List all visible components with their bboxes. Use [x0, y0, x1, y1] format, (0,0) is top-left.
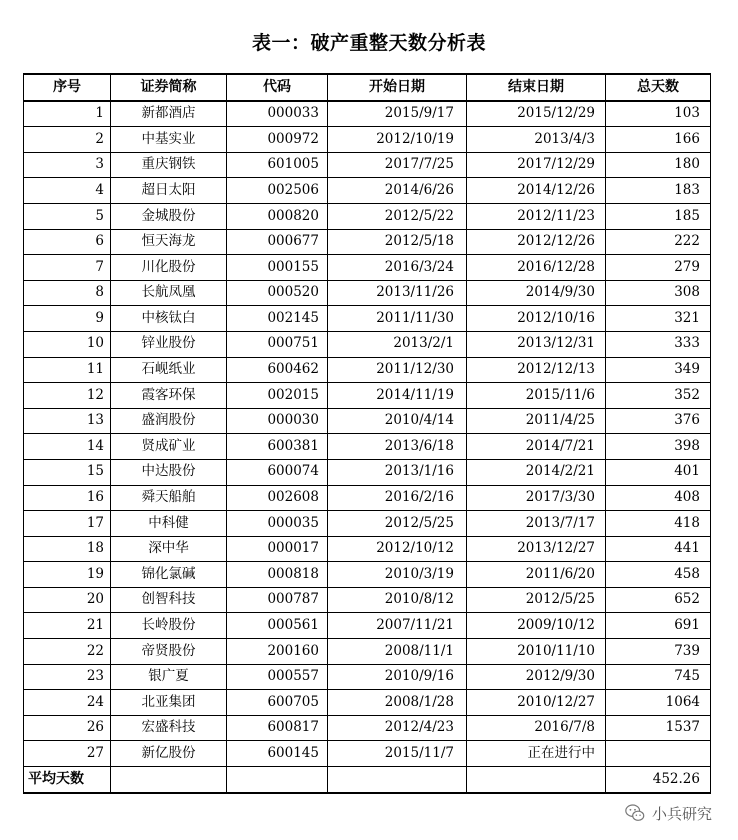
cell-security-name: 石岘纸业	[111, 357, 227, 383]
cell-end-date: 2012/5/25	[467, 587, 606, 613]
cell-index: 16	[24, 485, 111, 511]
cell-end-date: 2013/7/17	[467, 511, 606, 537]
cell-end-date: 2011/6/20	[467, 562, 606, 588]
average-label: 平均天数	[24, 767, 111, 793]
cell-code: 600462	[227, 357, 328, 383]
cell-end-date: 2012/12/13	[467, 357, 606, 383]
cell-security-name: 锦化氯碱	[111, 562, 227, 588]
cell-total-days: 279	[606, 255, 711, 281]
cell-end-date: 2012/12/26	[467, 229, 606, 255]
cell-code: 000035	[227, 511, 328, 537]
cell-total-days: 222	[606, 229, 711, 255]
cell-end-date: 2012/11/23	[467, 203, 606, 229]
header-start: 开始日期	[328, 74, 467, 101]
table-row	[24, 127, 711, 153]
cell-security-name: 中核钛白	[111, 306, 227, 332]
cell-code: 200160	[227, 639, 328, 665]
cell-start-date: 2016/2/16	[328, 485, 467, 511]
cell-index: 27	[24, 741, 111, 767]
cell-code: 000818	[227, 562, 328, 588]
cell-total-days: 458	[606, 562, 711, 588]
cell-code: 000155	[227, 255, 328, 281]
cell-code: 002608	[227, 485, 328, 511]
cell-start-date: 2011/11/30	[328, 306, 467, 332]
cell-end-date: 2013/4/3	[467, 127, 606, 153]
cell-total-days: 376	[606, 408, 711, 434]
cell-index: 13	[24, 408, 111, 434]
table-row	[24, 152, 711, 178]
cell-start-date: 2017/7/25	[328, 152, 467, 178]
table-row	[24, 383, 711, 409]
table-row	[24, 511, 711, 537]
cell-security-name: 重庆钢铁	[111, 152, 227, 178]
table-row	[24, 741, 711, 767]
cell-end-date: 2014/2/21	[467, 459, 606, 485]
cell-code: 000557	[227, 664, 328, 690]
cell-index: 17	[24, 511, 111, 537]
watermark	[624, 802, 712, 824]
cell-index: 22	[24, 639, 111, 665]
cell-total-days: 418	[606, 511, 711, 537]
table-row	[24, 229, 711, 255]
cell-end-date: 正在进行中	[467, 741, 606, 767]
cell-security-name: 舜天船舶	[111, 485, 227, 511]
cell-index: 19	[24, 562, 111, 588]
cell-security-name: 霞客环保	[111, 383, 227, 409]
cell-total-days: 691	[606, 613, 711, 639]
cell-total-days: 321	[606, 306, 711, 332]
cell-security-name: 恒天海龙	[111, 229, 227, 255]
cell-code: 000561	[227, 613, 328, 639]
cell-index: 23	[24, 664, 111, 690]
cell-index: 6	[24, 229, 111, 255]
cell-end-date: 2017/3/30	[467, 485, 606, 511]
cell-code: 601005	[227, 152, 328, 178]
cell-start-date: 2013/11/26	[328, 280, 467, 306]
cell-start-date: 2015/9/17	[328, 101, 467, 127]
cell-code: 000033	[227, 101, 328, 127]
cell-start-date: 2010/8/12	[328, 587, 467, 613]
cell-code: 600074	[227, 459, 328, 485]
cell-total-days: 185	[606, 203, 711, 229]
cell-start-date: 2013/2/1	[328, 331, 467, 357]
table-row	[24, 536, 711, 562]
cell-total-days: 308	[606, 280, 711, 306]
table-row	[24, 485, 711, 511]
table-row	[24, 434, 711, 460]
table-row	[24, 562, 711, 588]
cell-start-date: 2012/5/18	[328, 229, 467, 255]
table-row	[24, 331, 711, 357]
table-row	[24, 613, 711, 639]
cell-index: 20	[24, 587, 111, 613]
cell-security-name: 深中华	[111, 536, 227, 562]
cell-start-date: 2010/3/19	[328, 562, 467, 588]
cell-end-date: 2014/12/26	[467, 178, 606, 204]
cell-total-days: 349	[606, 357, 711, 383]
cell-end-date: 2013/12/27	[467, 536, 606, 562]
cell-start-date: 2010/4/14	[328, 408, 467, 434]
cell-end-date: 2013/12/31	[467, 331, 606, 357]
cell-security-name: 中达股份	[111, 459, 227, 485]
cell-start-date: 2013/1/16	[328, 459, 467, 485]
table-row	[24, 639, 711, 665]
cell-security-name: 贤成矿业	[111, 434, 227, 460]
cell-total-days: 745	[606, 664, 711, 690]
cell-index: 8	[24, 280, 111, 306]
cell-index: 9	[24, 306, 111, 332]
cell-total-days: 408	[606, 485, 711, 511]
cell-security-name: 中科健	[111, 511, 227, 537]
cell-security-name: 锌业股份	[111, 331, 227, 357]
cell-index: 3	[24, 152, 111, 178]
cell-end-date: 2015/12/29	[467, 101, 606, 127]
cell-total-days: 1537	[606, 715, 711, 741]
cell-security-name: 金城股份	[111, 203, 227, 229]
average-empty-cell	[328, 767, 467, 793]
header-row	[24, 74, 711, 101]
cell-security-name: 超日太阳	[111, 178, 227, 204]
table-row	[24, 459, 711, 485]
cell-end-date: 2010/11/10	[467, 639, 606, 665]
cell-code: 600705	[227, 690, 328, 716]
cell-total-days: 652	[606, 587, 711, 613]
table-row	[24, 101, 711, 127]
cell-index: 4	[24, 178, 111, 204]
table-title: 表一：破产重整天数分析表	[251, 32, 486, 54]
wechat-icon	[624, 802, 646, 824]
cell-code: 000030	[227, 408, 328, 434]
cell-end-date: 2012/10/16	[467, 306, 606, 332]
header-days: 总天数	[606, 74, 711, 101]
cell-start-date: 2014/6/26	[328, 178, 467, 204]
cell-start-date: 2014/11/19	[328, 383, 467, 409]
cell-total-days: 441	[606, 536, 711, 562]
cell-total-days	[606, 741, 711, 767]
cell-index: 15	[24, 459, 111, 485]
table-row	[24, 280, 711, 306]
average-empty-cell	[111, 767, 227, 793]
cell-total-days: 739	[606, 639, 711, 665]
cell-start-date: 2013/6/18	[328, 434, 467, 460]
cell-security-name: 宏盛科技	[111, 715, 227, 741]
cell-start-date: 2007/11/21	[328, 613, 467, 639]
table-row	[24, 408, 711, 434]
average-empty-cell	[467, 767, 606, 793]
cell-security-name: 盛润股份	[111, 408, 227, 434]
cell-security-name: 北亚集团	[111, 690, 227, 716]
header-idx: 序号	[24, 74, 111, 101]
header-name: 证券简称	[111, 74, 227, 101]
cell-start-date: 2008/1/28	[328, 690, 467, 716]
cell-code: 000972	[227, 127, 328, 153]
cell-code: 000751	[227, 331, 328, 357]
cell-security-name: 长岭股份	[111, 613, 227, 639]
cell-index: 1	[24, 101, 111, 127]
average-value: 452.26	[606, 767, 711, 793]
cell-end-date: 2014/9/30	[467, 280, 606, 306]
average-row	[24, 767, 711, 793]
cell-total-days: 166	[606, 127, 711, 153]
cell-end-date: 2016/7/8	[467, 715, 606, 741]
cell-security-name: 帝贤股份	[111, 639, 227, 665]
cell-end-date: 2016/12/28	[467, 255, 606, 281]
cell-security-name: 新都酒店	[111, 101, 227, 127]
bankruptcy-days-table	[23, 73, 711, 794]
cell-start-date: 2010/9/16	[328, 664, 467, 690]
table-row	[24, 357, 711, 383]
cell-start-date: 2012/5/22	[328, 203, 467, 229]
cell-index: 5	[24, 203, 111, 229]
cell-security-name: 川化股份	[111, 255, 227, 281]
cell-start-date: 2008/11/1	[328, 639, 467, 665]
cell-end-date: 2015/11/6	[467, 383, 606, 409]
cell-index: 18	[24, 536, 111, 562]
cell-total-days: 1064	[606, 690, 711, 716]
table-row	[24, 664, 711, 690]
table-row	[24, 255, 711, 281]
cell-code: 002506	[227, 178, 328, 204]
table-row	[24, 306, 711, 332]
cell-index: 14	[24, 434, 111, 460]
cell-start-date: 2012/10/12	[328, 536, 467, 562]
table-row	[24, 715, 711, 741]
cell-end-date: 2010/12/27	[467, 690, 606, 716]
cell-code: 000520	[227, 280, 328, 306]
cell-total-days: 103	[606, 101, 711, 127]
cell-code: 002145	[227, 306, 328, 332]
table-body	[24, 101, 711, 767]
cell-index: 26	[24, 715, 111, 741]
cell-start-date: 2012/4/23	[328, 715, 467, 741]
cell-end-date: 2017/12/29	[467, 152, 606, 178]
cell-start-date: 2016/3/24	[328, 255, 467, 281]
cell-code: 000820	[227, 203, 328, 229]
cell-end-date: 2014/7/21	[467, 434, 606, 460]
cell-security-name: 银广夏	[111, 664, 227, 690]
cell-code: 002015	[227, 383, 328, 409]
cell-security-name: 创智科技	[111, 587, 227, 613]
watermark-text: 小兵研究	[651, 804, 712, 823]
cell-code: 000017	[227, 536, 328, 562]
cell-index: 7	[24, 255, 111, 281]
cell-start-date: 2015/11/7	[328, 741, 467, 767]
table-row	[24, 178, 711, 204]
cell-index: 21	[24, 613, 111, 639]
header-end: 结束日期	[467, 74, 606, 101]
cell-end-date: 2012/9/30	[467, 664, 606, 690]
cell-security-name: 长航凤凰	[111, 280, 227, 306]
cell-code: 600381	[227, 434, 328, 460]
header-code: 代码	[227, 74, 328, 101]
cell-index: 24	[24, 690, 111, 716]
table-row	[24, 203, 711, 229]
cell-start-date: 2012/10/19	[328, 127, 467, 153]
cell-index: 11	[24, 357, 111, 383]
average-empty-cell	[227, 767, 328, 793]
cell-start-date: 2012/5/25	[328, 511, 467, 537]
cell-total-days: 398	[606, 434, 711, 460]
cell-code: 600145	[227, 741, 328, 767]
cell-total-days: 183	[606, 178, 711, 204]
cell-total-days: 180	[606, 152, 711, 178]
cell-code: 000677	[227, 229, 328, 255]
cell-total-days: 333	[606, 331, 711, 357]
cell-code: 600817	[227, 715, 328, 741]
cell-security-name: 中基实业	[111, 127, 227, 153]
cell-total-days: 352	[606, 383, 711, 409]
cell-end-date: 2009/10/12	[467, 613, 606, 639]
cell-index: 10	[24, 331, 111, 357]
cell-index: 12	[24, 383, 111, 409]
cell-end-date: 2011/4/25	[467, 408, 606, 434]
cell-start-date: 2011/12/30	[328, 357, 467, 383]
table-row	[24, 587, 711, 613]
table-row	[24, 690, 711, 716]
cell-code: 000787	[227, 587, 328, 613]
cell-security-name: 新亿股份	[111, 741, 227, 767]
cell-total-days: 401	[606, 459, 711, 485]
cell-index: 2	[24, 127, 111, 153]
